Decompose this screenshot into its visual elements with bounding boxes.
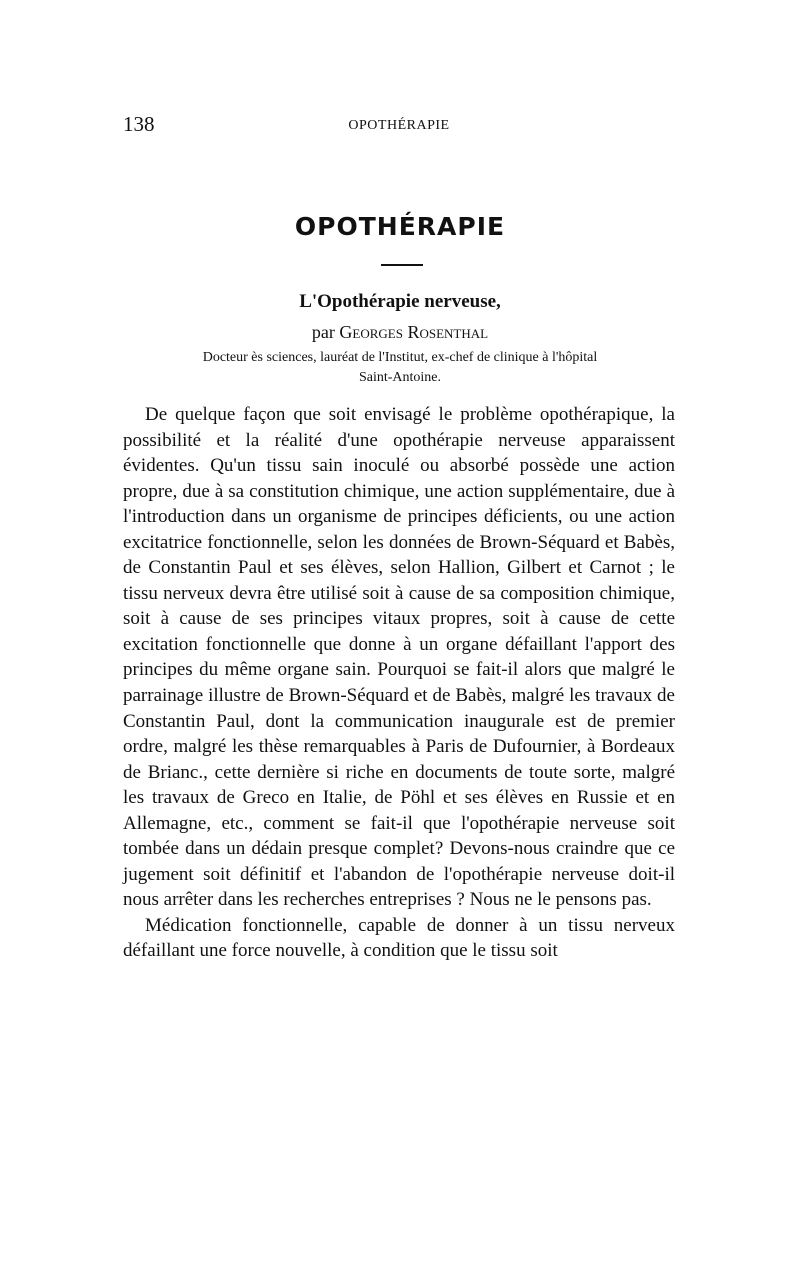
author-affiliation <box>0 348 800 388</box>
page-number: 138 <box>123 112 155 136</box>
running-title: OPOTHÉRAPIE <box>348 118 450 133</box>
byline <box>0 322 800 343</box>
paragraph-2: Médication fonctionnelle, capable de donner à un tissu nerveux défaillant une force nouvelle, à condition que le tissu soit <box>123 914 675 962</box>
article-subtitle: L'Opothérapie nerveuse, <box>299 291 501 312</box>
paragraph-1: De quelque façon que soit envisagé le problème opothérapique, la possibilité et la réalité d'une opothérapie nerveuse apparaissent évidentes. Qu'un tissu sain inoculé ou absorbé possède une action propre, due à sa constitution chimique, une action supplémentaire, due à l'introduction dans un organisme de principes déficients, ou une action excitatrice fonctionnelle, selon les données de Brown-Séquard et Babès, de Constantin Paul et ses élèves, selon Hallion, Gilbert et Carnot ; le tissu nerveux devra être utilisé soit à cause de sa composition chimique, soit à cause de ses principes vitaux propres, soit à cause de cette excitation fonctionnelle que donne à un organe défaillant l'apport des principes du même organe sain. Pourquoi se fait-il alors que malgré le parrainage illustre de Brown-Séquard et de Babès, malgré les travaux de Constantin Paul, dont la communication inaugurale est de premier ordre, malgré les thèse remarquables à Paris de Dufournier, à Bordeaux de Brianc., cette dernière si riche en documents de toute sorte, malgré les travaux de Greco en Italie, de Pöhl et ses élèves en Russie et en Allemagne, etc., comment se fait-il que l'opothérapie nerveuse soit tombée dans un dédain presque complet? Devons-nous craindre que ce jugement soit définitif et l'abandon de l'opothérapie nerveuse doit-il nous arrêter dans les recherches entreprises ? Nous ne le pensons pas. <box>123 404 675 911</box>
chapter-title: OPOTHÉRAPIE <box>294 212 506 241</box>
author-name: Georges Rosenthal <box>339 322 489 342</box>
running-header <box>123 112 675 142</box>
byline-prefix: par <box>311 322 335 342</box>
affiliation-line-2: Saint-Antoine. <box>358 370 442 385</box>
body-text <box>123 402 675 964</box>
affiliation-line-1: Docteur ès sciences, lauréat de l'Institut, ex-chef de clinique à l'hôpital <box>202 350 598 365</box>
title-divider <box>381 264 423 266</box>
